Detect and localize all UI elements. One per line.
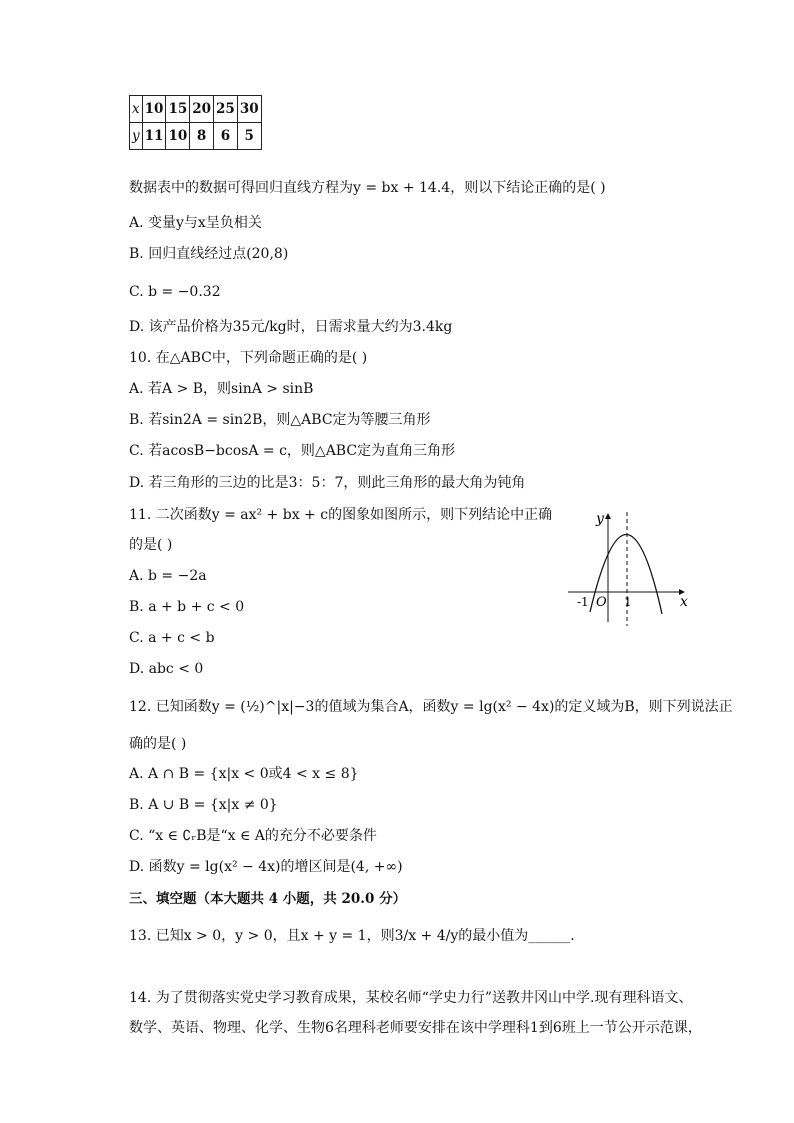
data-table: [129, 95, 262, 150]
y-axis-label: y: [596, 511, 604, 527]
table-cell: 10: [142, 96, 166, 123]
x-axis-label: x: [680, 594, 688, 610]
origin-label: O: [596, 595, 607, 610]
q10-option-a: A. 若A > B，则sinA > sinB: [129, 381, 314, 397]
tick-label-neg1: -1: [577, 595, 589, 609]
q12-stem-line2: 确的是( ): [129, 736, 187, 752]
table-cell: 5: [237, 123, 261, 150]
table-row-y: [130, 123, 262, 150]
q10-option-b: B. 若sin2A = sin2B，则△ABC定为等腰三角形: [129, 412, 431, 428]
q14-line2: 数学、英语、物理、化学、生物6名理科老师要安排在该中学理科1到6班上一节公开示范课，: [129, 1020, 702, 1036]
q13-stem: 13. 已知x > 0，y > 0，且x + y = 1，则3/x + 4/y的最小值为______.: [129, 928, 575, 944]
q10-option-c: C. 若acosB−bcosA = c，则△ABC定为直角三角形: [129, 443, 456, 459]
q9-stem: 数据表中的数据可得回归直线方程为y = bx + 14.4，则以下结论正确的是( ): [129, 180, 606, 196]
q12-stem-line1: 12. 已知函数y = (½)^|x|−3的值域为集合A，函数y = lg(x² − 4x)的定义域为B，则下列说法正: [129, 699, 733, 715]
parabola-graph: [560, 508, 690, 628]
table-cell: 6: [214, 123, 238, 150]
table-row-x: [130, 96, 262, 123]
q11-option-a: A. b = −2a: [129, 568, 207, 584]
q11-option-d: D. abc < 0: [129, 661, 204, 677]
q12-option-a: A. A ∩ B = {x|x < 0或4 < x ≤ 8}: [129, 766, 359, 782]
q12-option-c: C. “x ∈ ∁ᵣB是“x ∈ A的充分不必要条件: [129, 828, 377, 844]
table-cell: 10: [166, 123, 190, 150]
q9-option-b: B. 回归直线经过点(20,8): [129, 246, 289, 262]
table-cell: 8: [190, 123, 214, 150]
q14-line1: 14. 为了贯彻落实党史学习教育成果，某校名师“学史力行”送教井冈山中学.现有理科语文、: [129, 990, 693, 1006]
q9-option-a: A. 变量y与x呈负相关: [129, 215, 262, 231]
q10-option-d: D. 若三角形的三边的比是3：5：7，则此三角形的最大角为钝角: [129, 475, 526, 491]
q9-option-d: D. 该产品价格为35元/kg时，日需求量大约为3.4kg: [129, 319, 453, 335]
table-cell: 20: [190, 96, 214, 123]
q9-option-c: C. b = −0.32: [129, 284, 221, 300]
q12-option-b: B. A ∪ B = {x|x ≠ 0}: [129, 797, 278, 813]
q11-stem-line1: 11. 二次函数y = ax² + bx + c的图象如图所示，则下列结论中正确: [129, 507, 553, 523]
tick-label-1: 1: [624, 595, 632, 609]
table-cell: y: [130, 123, 143, 150]
q11-option-c: C. a + c < b: [129, 630, 215, 646]
table-cell: 25: [214, 96, 238, 123]
q12-option-d: D. 函数y = lg(x² − 4x)的增区间是(4, +∞): [129, 859, 403, 875]
q10-stem: 10. 在△ABC中，下列命题正确的是( ): [129, 350, 368, 366]
table-cell: 15: [166, 96, 190, 123]
q11-stem-line2: 的是( ): [129, 537, 173, 553]
section-heading: 三、填空题（本大题共 4 小题，共 20.0 分）: [129, 891, 407, 907]
table-cell: 11: [142, 123, 166, 150]
q11-option-b: B. a + b + c < 0: [129, 599, 245, 615]
table-cell: 30: [237, 96, 261, 123]
table-cell: x: [130, 96, 143, 123]
